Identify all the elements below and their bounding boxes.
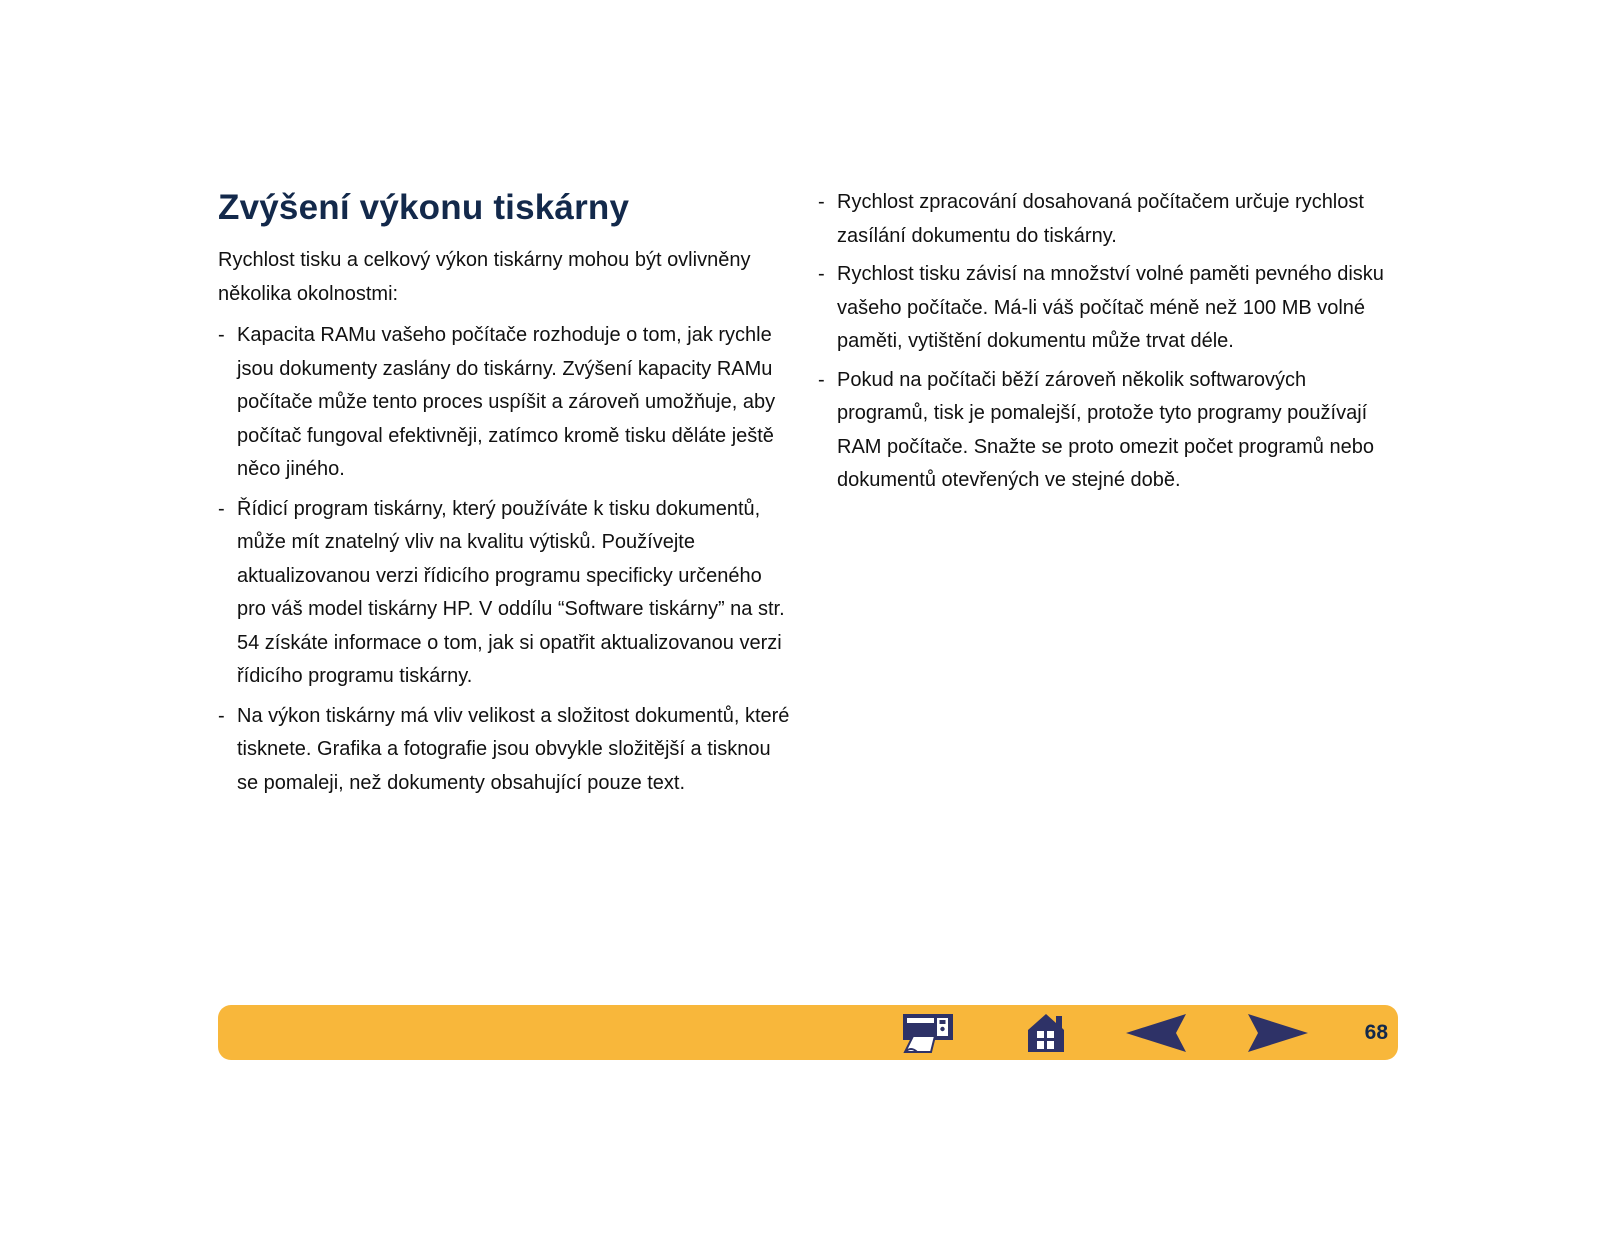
bullet-marker: - bbox=[818, 263, 825, 285]
bullet-marker: - bbox=[218, 324, 225, 346]
home-icon[interactable] bbox=[1024, 1005, 1068, 1060]
printer-icon[interactable] bbox=[900, 1005, 956, 1060]
list-item bbox=[818, 364, 1398, 498]
right-bullet-list bbox=[818, 186, 1398, 498]
list-item-text: Rychlost zpracování dosahovaná počítačem určuje rychlost zasílání dokumentu do tiskárny. bbox=[837, 191, 1364, 247]
page-title: Zvýšení výkonu tiskárny bbox=[218, 188, 630, 227]
intro-paragraph: Rychlost tisku a celkový výkon tiskárny mohou být ovlivněny několika okolnostmi: bbox=[218, 249, 751, 305]
page-number: 68 bbox=[1364, 1021, 1388, 1044]
list-item bbox=[818, 186, 1398, 253]
list-item bbox=[818, 258, 1398, 359]
list-item bbox=[218, 493, 790, 694]
right-column bbox=[818, 186, 1398, 503]
next-arrow-icon[interactable] bbox=[1244, 1005, 1310, 1060]
list-item bbox=[218, 700, 790, 801]
previous-arrow-icon[interactable] bbox=[1124, 1005, 1190, 1060]
list-item-text: Na výkon tiskárny má vliv velikost a složitost dokumentů, které tisknete. Grafika a fotografie jsou obvykle složitější a tisknou se pomaleji, než dokumenty obsahující pouze text. bbox=[237, 704, 790, 794]
list-item-text: Kapacita RAMu vašeho počítače rozhoduje o tom, jak rychle jsou dokumenty zaslány do tiskárny. Zvýšení kapacity RAMu počítače může tento proces uspíšit a zároveň umožňuje, aby počítač fungoval efektivněji, zatímco kromě tisku děláte ještě něco jiného. bbox=[237, 324, 776, 480]
list-item-text: Řídicí program tiskárny, který používáte k tisku dokumentů, může mít znatelný vliv na kvalitu výtisků. Používejte aktualizovanou verzi řídicího programu specificky určeného pro váš model tiskárny HP. V oddílu “Software tiskárny” na str. 54 získáte informace o tom, jak si opatřit aktualizovanou verzi řídicího programu tiskárny. bbox=[237, 497, 785, 687]
list-item-text: Pokud na počítači běží zároveň několik softwarových programů, tisk je pomalejší, protože tyto programy používají RAM počítače. Snažte se proto omezit počet programů nebo dokumentů otevřených ve stejné době. bbox=[837, 368, 1374, 491]
list-item bbox=[218, 319, 790, 487]
left-bullet-list bbox=[218, 319, 790, 800]
bullet-marker: - bbox=[218, 497, 225, 520]
navigation-bar bbox=[218, 1005, 1398, 1060]
left-column bbox=[218, 186, 790, 806]
list-item-text: Rychlost tisku závisí na množství volné paměti pevného disku vašeho počítače. Má-li váš počítač méně než 100 MB volné paměti, vytištění dokumentu může trvat déle. bbox=[837, 263, 1384, 352]
bullet-marker: - bbox=[818, 191, 825, 213]
bullet-marker: - bbox=[218, 704, 225, 727]
bullet-marker: - bbox=[818, 368, 825, 391]
